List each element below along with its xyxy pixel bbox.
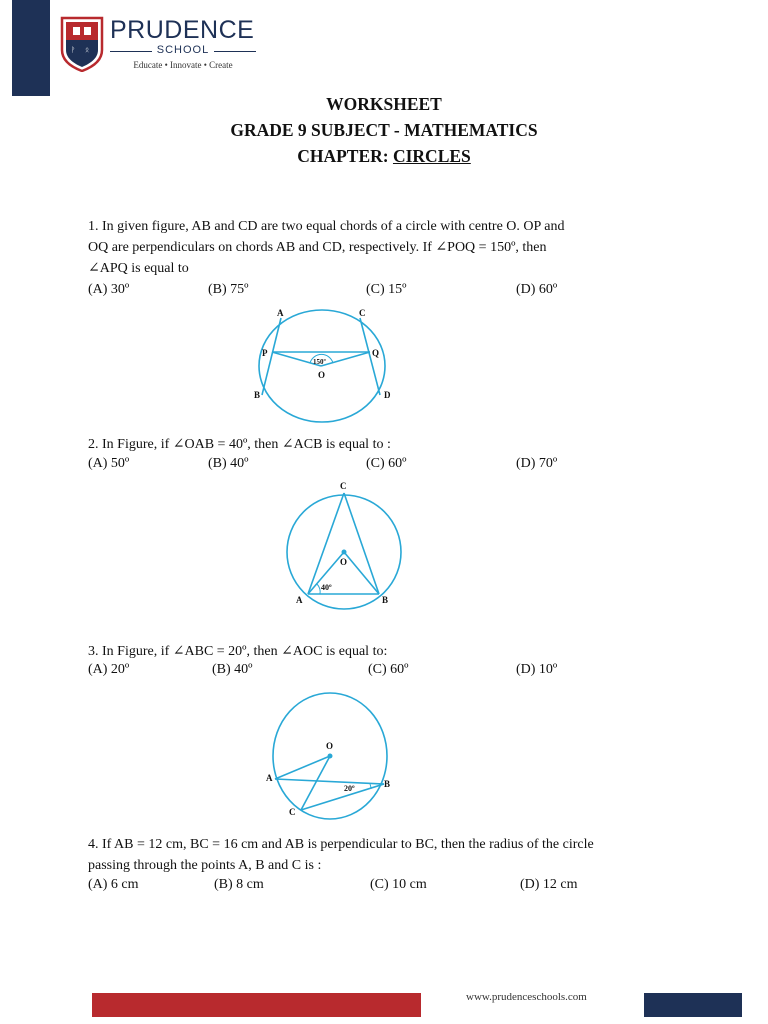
school-logo (60, 16, 260, 76)
q1-label-b: B (254, 390, 261, 400)
q1-angle-label: 150º (313, 358, 326, 366)
q4-option-c: (C) 10 cm (370, 877, 427, 892)
question-4-line-2: passing through the points A, B and C is : (88, 858, 322, 873)
question-4 (88, 834, 668, 876)
chapter-topic: CIRCLES (392, 146, 471, 166)
grade-subject-title: GRADE 9 SUBJECT - MATHEMATICS (230, 120, 538, 140)
q3-option-a: (A) 20º (88, 662, 130, 677)
q3-label-c: C (289, 807, 296, 817)
q2-label-c: C (340, 481, 347, 491)
q3-label-b: B (384, 779, 391, 789)
q4-option-d: (D) 12 cm (520, 877, 578, 892)
q1-figure (250, 304, 410, 428)
q1-label-p: P (262, 348, 268, 358)
q2-angle-label: 40º (321, 583, 332, 592)
q3-label-o: O (326, 741, 334, 751)
logo-name: PRUDENCE (110, 16, 255, 44)
header-side-band (12, 0, 50, 96)
q2-label-b: B (382, 595, 389, 605)
logo-subtitle: SCHOOL (156, 44, 210, 56)
question-1-line-1: 1. In given figure, AB and CD are two equal chords of a circle with centre O. OP and (88, 219, 565, 234)
q2-option-b: (B) 40º (208, 456, 249, 471)
q1-label-c: C (359, 308, 366, 318)
question-1-line-2: OQ are perpendiculars on chords AB and CD, respectively. If ∠POQ = 150º, then (88, 240, 547, 255)
question-4-line-1: 4. If AB = 12 cm, BC = 16 cm and AB is perpendicular to BC, then the radius of the circle (88, 837, 594, 852)
question-3 (88, 641, 668, 662)
svg-text:ᛟ: ᛟ (85, 47, 90, 54)
q3-label-a: A (266, 773, 273, 783)
logo-tagline: Educate • Innovate • Create (133, 60, 233, 70)
q1-option-a: (A) 30º (88, 282, 130, 297)
q1-option-d: (D) 60º (516, 282, 558, 297)
q3-option-c: (C) 60º (368, 662, 409, 677)
footer-website-link[interactable]: www.prudenceschools.com (466, 991, 587, 1003)
question-1-line-3: ∠APQ is equal to (88, 261, 189, 276)
q3-angle-label: 20º (344, 784, 355, 793)
q1-option-c: (C) 15º (366, 282, 407, 297)
q1-label-d: D (384, 390, 391, 400)
footer-navy-bar (644, 993, 742, 1017)
school-crest-icon (60, 16, 104, 72)
q3-figure (258, 686, 408, 822)
footer-red-bar (92, 993, 421, 1017)
q1-label-q: Q (372, 348, 380, 358)
q2-option-c: (C) 60º (366, 456, 407, 471)
chapter-prefix: CHAPTER: (297, 146, 393, 166)
question-2 (88, 434, 668, 455)
q2-figure (276, 476, 416, 612)
question-3-line-1: 3. In Figure, if ∠ABC = 20º, then ∠AOC is equal to: (88, 644, 388, 659)
svg-text:ᚹ: ᚹ (71, 47, 76, 54)
question-2-line-1: 2. In Figure, if ∠OAB = 40º, then ∠ACB is equal to : (88, 437, 391, 452)
q1-option-b: (B) 75º (208, 282, 249, 297)
worksheet-title: WORKSHEET (326, 94, 442, 114)
q2-option-d: (D) 70º (516, 456, 558, 471)
q4-option-a: (A) 6 cm (88, 877, 139, 892)
q3-option-b: (B) 40º (212, 662, 253, 677)
chapter-title (0, 146, 768, 167)
logo-sub-wrap (110, 44, 256, 58)
q2-label-a: A (296, 595, 303, 605)
q2-option-a: (A) 50º (88, 456, 130, 471)
logo-rule-right (214, 51, 256, 52)
q4-option-b: (B) 8 cm (214, 877, 264, 892)
question-1 (88, 216, 668, 279)
q3-option-d: (D) 10º (516, 662, 558, 677)
q1-label-o: O (318, 370, 326, 380)
q1-label-a: A (277, 308, 284, 318)
q2-label-o: O (340, 557, 348, 567)
